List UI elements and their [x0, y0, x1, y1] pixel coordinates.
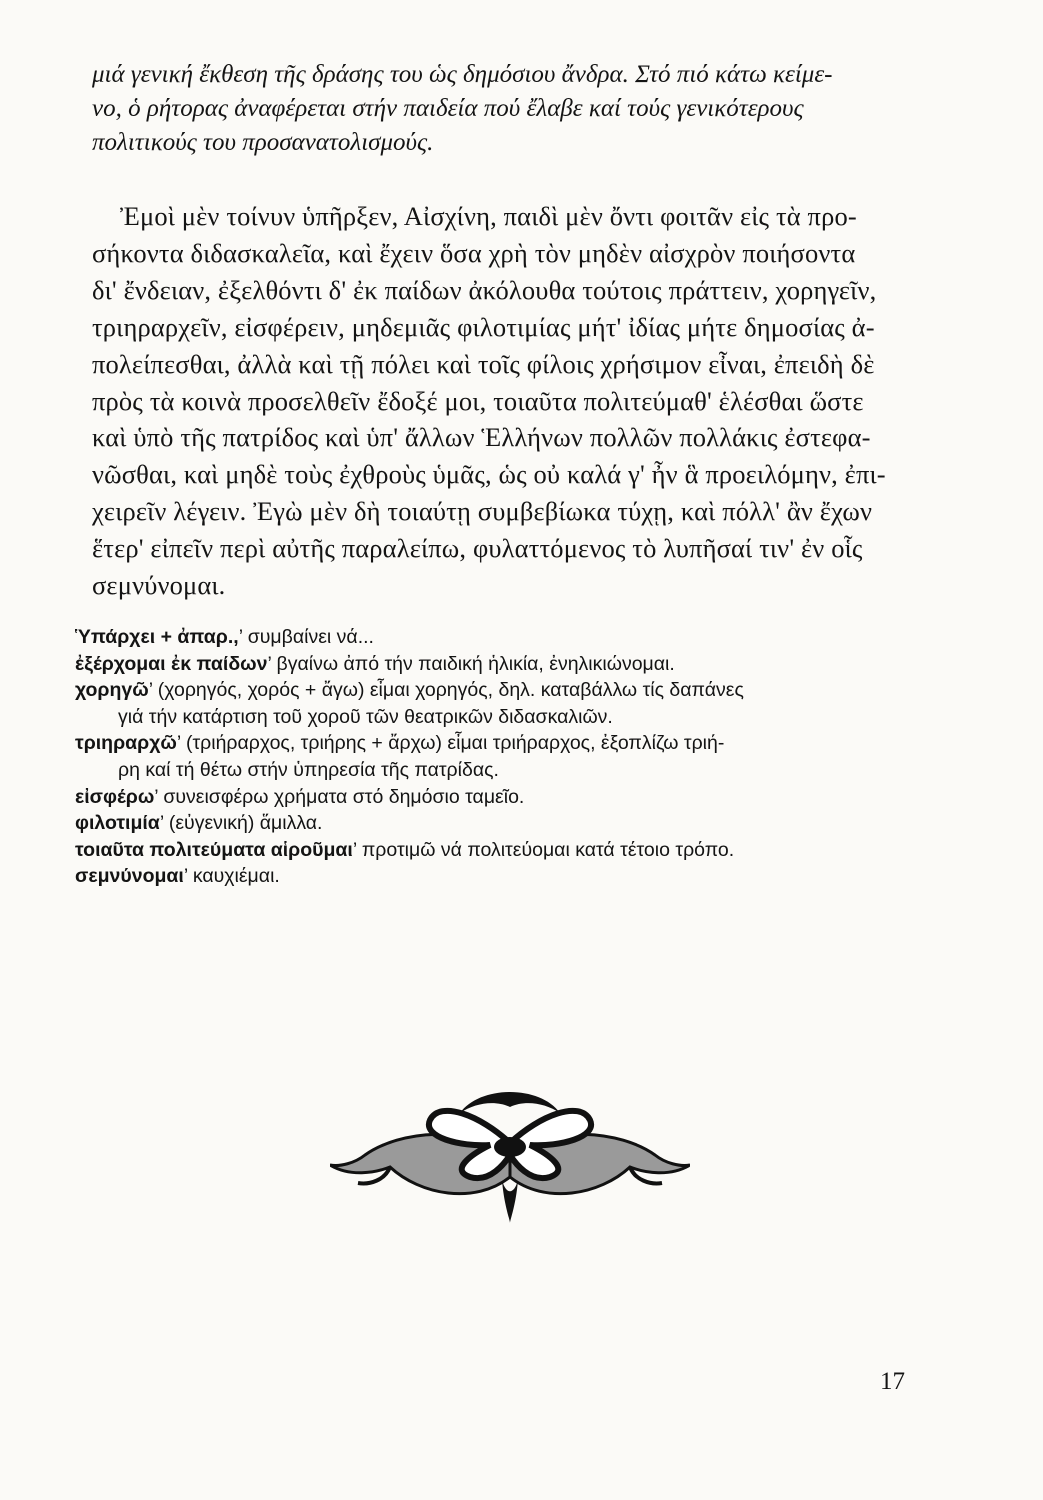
glossary-entry: σεμνύνομαι’ καυχιέμαι. [75, 865, 280, 888]
glossary-term: τοιαῦτα πολιτεύματα αἱροῦμαι [75, 838, 353, 861]
glossary-term: φιλοτιμία [75, 812, 160, 835]
ornament-stem [502, 1180, 518, 1223]
glossary [75, 624, 915, 890]
glossary-definition: (χορηγός, χορός + ἄγω) εἶμαι χορηγός, δηλ. καταβάλλω τίς δαπάνες [157, 679, 744, 702]
glossary-definition: (τριήραρχος, τριήρης + ἄρχω) εἶμαι τριήραρχος, ἐξοπλίζω τριή- [185, 732, 725, 755]
glossary-entry: τριηραρχῶ’ (τριήραρχος, τριήρης + ἄρχω) εἶμαι τριήραρχος, ἐξοπλίζω τριή- [75, 732, 725, 755]
page-number: 17 [880, 1368, 905, 1395]
passage-line: καὶ ὑπὸ τῆς πατρίδος καὶ ὑπ' ἄλλων Ἑλλήνων πολλῶν πολλάκις ἐστεφα- [92, 422, 871, 453]
passage-line: πολείπεσθαι, ἀλλὰ καὶ τῇ πόλει καὶ τοῖς φίλοις χρήσιμον εἶναι, ἐπειδὴ δὲ [92, 348, 875, 379]
glossary-term: τριηραρχῶ [75, 732, 177, 755]
glossary-entry: τοιαῦτα πολιτεύματα αἱροῦμαι’ προτιμῶ νά πολιτεύομαι κατά τέτοιο τρόπο. [75, 838, 735, 861]
passage-line: σήκοντα διδασκαλεῖα, καὶ ἔχειν ὅσα χρὴ τὸν μηδὲν αἰσχρὸν ποιήσοντα [92, 237, 856, 268]
glossary-term: σεμνύνομαι [75, 865, 184, 888]
glossary-entry: φιλοτιμία’ (εὐγενική) ἅμιλλα. [75, 812, 323, 835]
passage-line: νῶσθαι, καὶ μηδὲ τοὺς ἐχθροὺς ὑμᾶς, ὡς οὐ καλά γ' ἦν ἃ προειλόμην, ἐπι- [92, 459, 886, 490]
passage-line: χειρεῖν λέγειν. Ἐγὼ μὲν δὴ τοιαύτῃ συμβεβίωκα τύχῃ, καὶ πόλλ' ἂν ἔχων [92, 496, 873, 527]
passage-line: ἕτερ' εἰπεῖν περὶ αὐτῆς παραλείπω, φυλαττόμενος τὸ λυπῆσαί τιν' ἐν οἷς [92, 533, 863, 564]
ornament-crown [460, 1092, 560, 1113]
passage-line: τριηραρχεῖν, εἰσφέρειν, μηδεμιᾶς φιλοτιμίας μήτ' ἰδίας μήτε δημοσίας ἀ- [92, 311, 875, 342]
glossary-term: Ὑπάρχει + ἀπαρ., [75, 626, 239, 648]
glossary-definition: συμβαίνει νά... [247, 626, 374, 648]
intro-paragraph [92, 58, 912, 160]
passage-line: δι' ἔνδειαν, ἐξελθόντι δ' ἐκ παίδων ἀκόλουθα τούτοις πράττειν, χορηγεῖν, [92, 274, 877, 305]
glossary-term: χορηγῶ [75, 679, 149, 702]
ornament-center [494, 1137, 526, 1157]
passage-line: σεμνύνομαι. [92, 570, 226, 601]
glossary-definition: συνεισφέρω χρήματα στό δημόσιο ταμεῖο. [163, 785, 525, 808]
glossary-entry: χορηγῶ’ (χορηγός, χορός + ἄγω) εἶμαι χορηγός, δηλ. καταβάλλω τίς δαπάνες [75, 679, 744, 702]
ancient-greek-passage [92, 198, 912, 604]
passage-line: πρὸς τὰ κοινὰ προσελθεῖν ἔδοξέ μοι, τοιαῦτα πολιτεύμαθ' ἑλέσθαι ὥστε [92, 385, 864, 416]
decorative-ornament-icon [330, 1085, 690, 1225]
passage-line: Ἐμοὶ μὲν τοίνυν ὑπῆρξεν, Αἰσχίνη, παιδὶ μὲν ὄντι φοιτᾶν εἰς τὰ προ- [120, 201, 857, 231]
intro-line: πολιτικούς του προσανατολισμούς. [92, 129, 434, 156]
glossary-term: εἰσφέρω [75, 785, 155, 808]
glossary-entry: Ὑπάρχει + ἀπαρ.,’ συμβαίνει νά... [75, 626, 374, 648]
glossary-definition: καυχιέμαι. [192, 865, 280, 888]
glossary-continuation: γιά τήν κατάρτιση τοῦ χοροῦ τῶν θεατρικῶν διδασκαλιῶν. [118, 705, 613, 728]
glossary-term: ἐξέρχομαι ἐκ παίδων [75, 652, 268, 675]
glossary-continuation: ρη καί τή θέτω στήν ὑπηρεσία τῆς πατρίδας. [118, 758, 499, 781]
glossary-definition: (εὐγενική) ἅμιλλα. [168, 812, 323, 835]
glossary-definition: προτιμῶ νά πολιτεύομαι κατά τέτοιο τρόπο. [361, 838, 735, 861]
intro-line: νο, ὁ ρήτορας ἀναφέρεται στήν παιδεία πού ἔλαβε καί τούς γενικότερους [92, 95, 804, 122]
glossary-entry: εἰσφέρω’ συνεισφέρω χρήματα στό δημόσιο ταμεῖο. [75, 785, 525, 808]
glossary-entry: ἐξέρχομαι ἐκ παίδων’ βγαίνω ἀπό τήν παιδική ἡλικία, ἐνηλικιώνομαι. [75, 652, 675, 675]
intro-line: μιά γενική ἔκθεση τῆς δράσης του ὡς δημόσιου ἄνδρα. Στό πιό κάτω κείμε- [92, 61, 833, 88]
glossary-definition: βγαίνω ἀπό τήν παιδική ἡλικία, ἐνηλικιώνομαι. [276, 652, 675, 675]
